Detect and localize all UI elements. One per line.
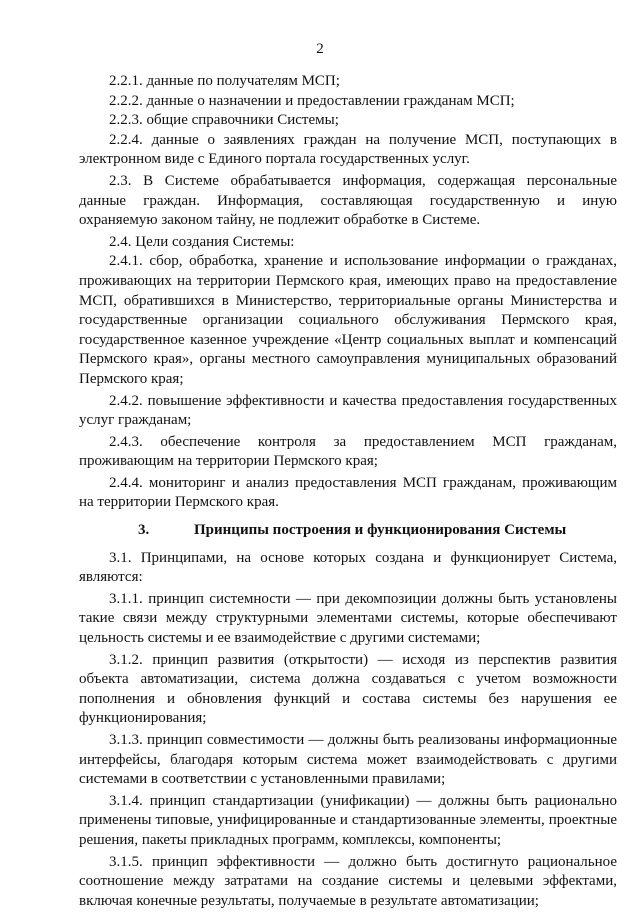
section-heading-title: Принципы построения и функционирования Системы [194, 522, 567, 539]
paragraph-3-1-1: 3.1.1. принцип системности — при декомпозиции должны быть установлены такие связи между структурными элементами системы, которые обеспечивают цельность системы и ее взаимодействие с другими системами; [79, 590, 617, 647]
paragraph-3-1-4: 3.1.4. принцип стандартизации (унификации) — должны быть рационально применены типовые, унифицированные и стандартизованные элементы, проектные решения, пакеты прикладных программ, комплексы, компоненты; [79, 792, 617, 848]
paragraph-2-3: 2.3. В Системе обрабатывается информация, содержащая персональные данные граждан. Информация, составляющая государственную и иную охраняемую законом тайну, не подлежит обработке в Системе. [79, 172, 617, 229]
paragraph-2-2-2: 2.2.2. данные о назначении и предоставлении гражданам МСП; [109, 92, 515, 109]
paragraph-2-4-2: 2.4.2. повышение эффективности и качества предоставления государственных услуг гражданам; [79, 392, 617, 429]
paragraph-3-1: 3.1. Принципами, на основе которых создана и функционирует Система, являются: [79, 549, 617, 586]
paragraph-2-4-4: 2.4.4. мониторинг и анализ предоставления МСП гражданам, проживающим на территории Пермского края. [79, 474, 617, 511]
document-body [79, 72, 617, 913]
paragraph-3-1-2: 3.1.2. принцип развития (открытости) — исходя из перспектив развития объекта автоматизации, система должна создаваться с учетом возможности пополнения и обновления функций и состава системы без нарушения ее функционирования; [79, 651, 617, 727]
paragraph-2-2-1: 2.2.1. данные по получателям МСП; [109, 73, 340, 89]
section-heading-number: 3. [138, 522, 150, 539]
paragraph-2-4-1: 2.4.1. сбор, обработка, хранение и использование информации о гражданах, проживающих на территории Пермского края, имеющих право на предоставление МСП, обратившихся в Министерство, территориальные органы Министерства и государственные организации социального обслуживания Пермского края, государственное казенное учреждение «Центр социальных выплат и компенсаций Пермского края», органы местного самоуправления муниципальных образований Пермского края; [79, 253, 617, 387]
page-number: 2 [316, 41, 324, 57]
paragraph-2-2-4: 2.2.4. данные о заявлениях граждан на получение МСП, поступающих в электронном виде с Единого портала государственных услуг. [79, 131, 617, 168]
paragraph-2-4: 2.4. Цели создания Системы: [109, 233, 295, 250]
paragraph-2-4-3: 2.4.3. обеспечение контроля за предоставлением МСП гражданам, проживающим на территории Пермского края; [79, 433, 617, 470]
paragraph-3-1-3: 3.1.3. принцип совместимости — должны быть реализованы информационные интерфейсы, благодаря которым система может взаимодействовать с другими системами в соответствии с установленными правилами; [79, 732, 617, 788]
paragraph-3-1-5: 3.1.5. принцип эффективности — должно быть достигнуто рациональное соотношение между затратами на создание системы и целевыми эффектами, включая конечные результаты, получаемые в результате автоматизации; [79, 853, 617, 909]
section-heading [79, 521, 617, 541]
paragraph-2-2-3: 2.2.3. общие справочники Системы; [109, 112, 339, 129]
